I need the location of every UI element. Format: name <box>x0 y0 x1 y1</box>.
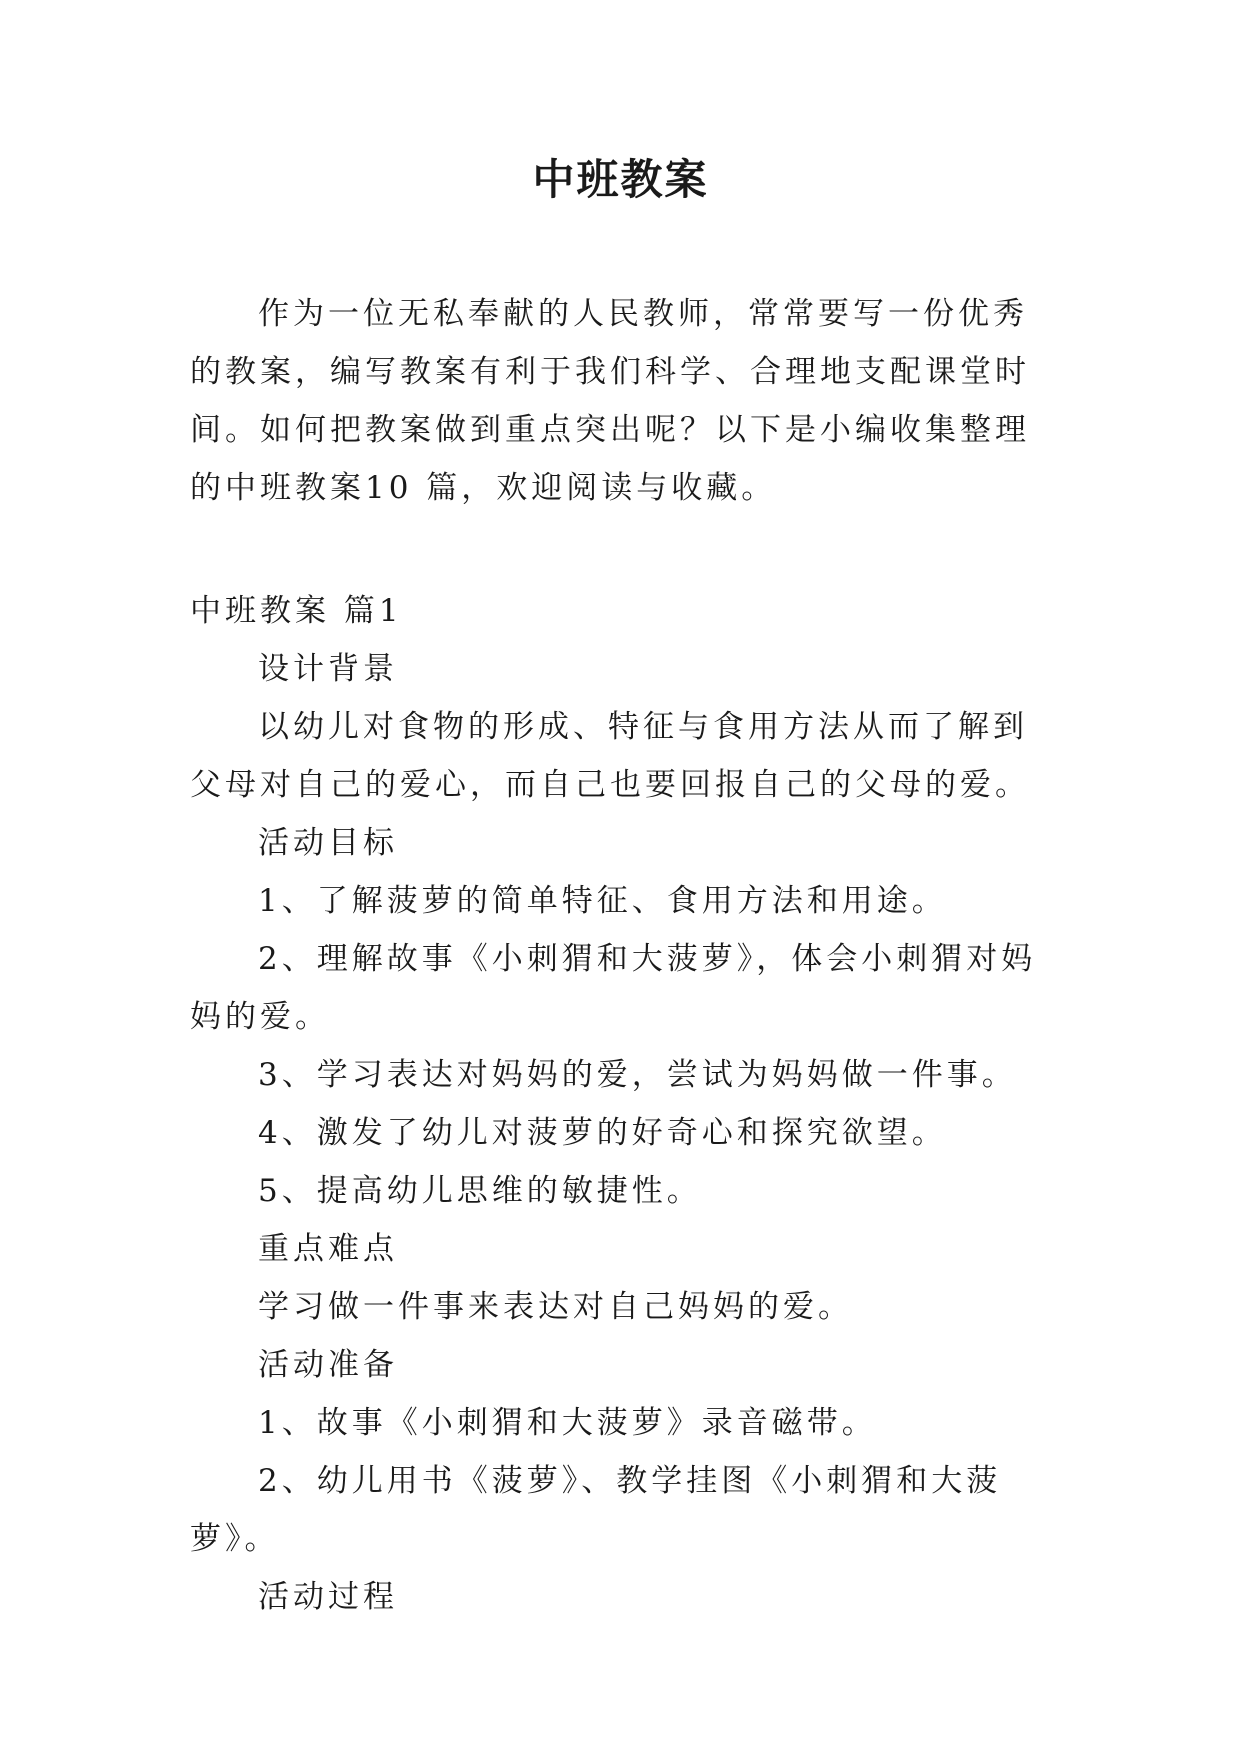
preparation-item-2: 2、幼儿用书《菠萝》、教学挂图《小刺猬和大菠萝》。 <box>190 1463 1002 1557</box>
process-heading: 活动过程 <box>258 1579 398 1615</box>
key-points-text: 学习做一件事来表达对自己妈妈的爱。 <box>258 1289 853 1325</box>
intro-paragraph: 作为一位无私奉献的人民教师，常常要写一份优秀的教案，编写教案有利于我们科学、合理地支配课堂时间。如何把教案做到重点突出呢？以下是小编收集整理的中班教案10 篇，欢迎阅读与收藏。 <box>190 296 1030 506</box>
document-title: 中班教案 <box>532 155 709 204</box>
goal-item-2: 2、理解故事《小刺猬和大菠萝》，体会小刺猬对妈妈的爱。 <box>190 941 1037 1035</box>
design-background-heading: 设计背景 <box>258 651 398 687</box>
section-1 <box>190 582 1050 1626</box>
section-heading: 中班教案 篇1 <box>190 593 403 629</box>
goal-item-5: 5、提高幼儿思维的敏捷性。 <box>258 1173 702 1209</box>
preparation-item-1: 1、故事《小刺猬和大菠萝》录音磁带。 <box>258 1405 877 1441</box>
goals-heading: 活动目标 <box>258 825 398 861</box>
goal-item-3: 3、学习表达对妈妈的爱，尝试为妈妈做一件事。 <box>258 1057 1017 1093</box>
design-background-text: 以幼儿对食物的形成、特征与食用方法从而了解到父母对自己的爱心，而自己也要回报自己的父母的爱。 <box>190 709 1030 803</box>
goal-item-4: 4、激发了幼儿对菠萝的好奇心和探究欲望。 <box>258 1115 947 1151</box>
key-points-heading: 重点难点 <box>258 1231 398 1267</box>
preparation-heading: 活动准备 <box>258 1347 398 1383</box>
goal-item-1: 1、了解菠萝的简单特征、食用方法和用途。 <box>258 883 947 919</box>
